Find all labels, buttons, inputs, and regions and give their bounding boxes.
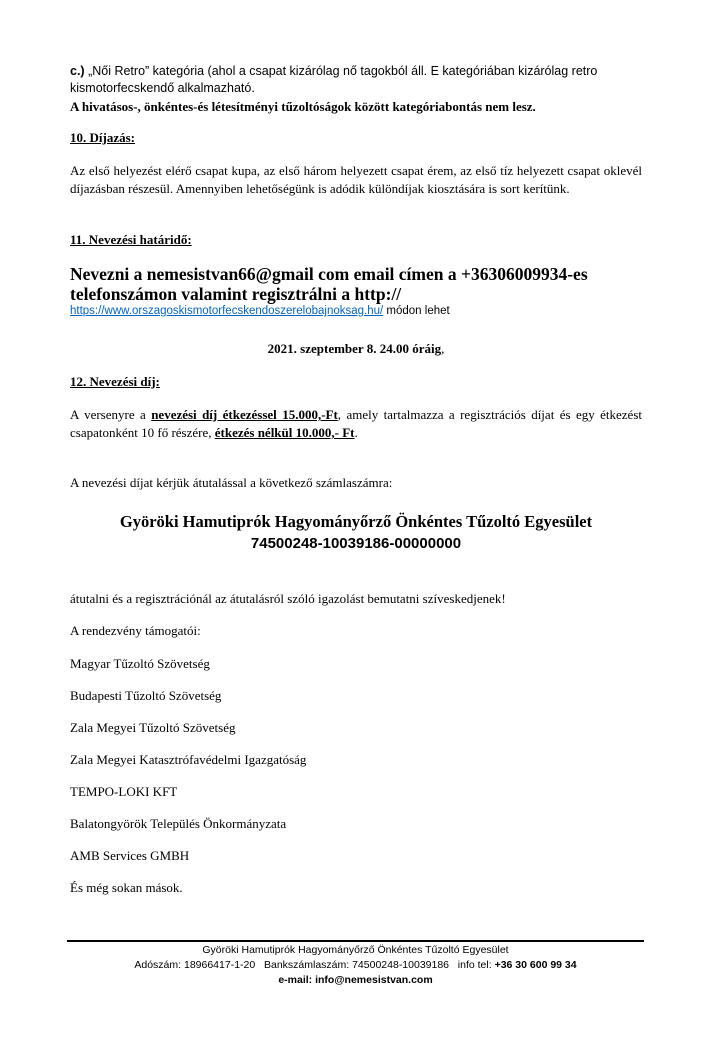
transfer-note: átutalni és a regisztrációnál az átutalásról szóló igazolást bemutatni szíveskedjenek! <box>70 591 506 606</box>
section10-heading: 10. Díjazás: <box>70 130 135 145</box>
sponsor-item: TEMPO-LOKI KFT <box>70 784 178 799</box>
footer-bank-account: Bankszámlaszám: 74500248-10039186 <box>263 959 450 971</box>
deadline-line <box>70 340 642 358</box>
registration-link[interactable]: https://www.orszagoskismotorfecskendoszerelobajnoksag.hu/ <box>70 305 384 317</box>
footer-email: e-mail: info@nemesistvan.com <box>278 974 433 986</box>
fee-text-b: , amely tartalmazza a regisztrációs díjat és egy étkezést csapatonként 10 fő részére, <box>70 407 642 440</box>
sponsors-title: A rendezvény támogatói: <box>70 623 201 638</box>
sponsor-item: AMB Services GMBH <box>70 848 190 863</box>
footer-info-label: info tel: <box>457 959 495 971</box>
footer-details <box>67 958 644 973</box>
sponsor-item: Balatongyörök Település Önkormányzata <box>70 816 287 831</box>
footer-org: Györöki Hamutiprók Hagyományőrző Önkéntes Tűzoltó Egyesület <box>202 944 509 956</box>
section12-heading: 12. Nevezési díj: <box>70 374 160 389</box>
fee-without-meal: étkezés nélkül 10.000,- Ft <box>214 425 355 440</box>
sponsor-item: És még sokan mások. <box>70 880 183 895</box>
transfer-request: A nevezési díjat kérjük átutalással a következő számlaszámra: <box>70 475 393 490</box>
registration-link-suffix: módon lehet <box>383 305 450 317</box>
sponsor-item: Zala Megyei Katasztrófavédelmi Igazgatóság <box>70 752 307 767</box>
category-c-label: c.) <box>70 64 85 78</box>
fee-text-a: A versenyre a <box>70 407 152 422</box>
section12-body <box>70 406 642 442</box>
sponsor-item: Magyar Tűzoltó Szövetség <box>70 656 210 671</box>
registration-link-line <box>70 304 642 319</box>
fee-with-meal: nevezési díj étkezéssel 15.000,-Ft <box>151 407 338 422</box>
category-c-text: „Női Retro” kategória (ahol a csapat kizárólag nő tagokból áll. E kategóriában kizárólag retro kismotorfecskendő alkalmazható. <box>70 64 598 95</box>
section10-body: Az első helyezést elérő csapat kupa, az első három helyezett csapat érem, az első tíz helyezett csapat oklevél díjazásban részesül. Amennyiben lehetőségünk is adódik különdíjak kiosztására is sort kerítünk. <box>70 163 642 196</box>
sponsor-item: Budapesti Tűzoltó Szövetség <box>70 688 222 703</box>
deadline-date: 2021. szeptember 8. 24.00 óráig <box>267 341 442 356</box>
deadline-suffix: , <box>441 341 445 356</box>
bank-account-number: 74500248-10039186-00000000 <box>250 535 462 552</box>
no-category-split-note: A hivatásos-, önkéntes-és létesítményi tűzoltóságok között kategóriabontás nem lesz. <box>70 99 536 114</box>
sponsor-item: Zala Megyei Tűzoltó Szövetség <box>70 720 236 735</box>
footer-divider <box>67 940 644 942</box>
section11-line2: telefonszámon valamint regisztrálni a http:// <box>70 284 402 304</box>
fee-text-c: . <box>354 425 358 440</box>
category-c-paragraph <box>70 63 642 97</box>
footer-tax-id: Adószám: 18966417-1-20 <box>134 959 256 971</box>
section11-line1: Nevezni a nemesistvan66@gmail com email címen a +36306009934-es <box>70 264 588 284</box>
footer-info-phone: +36 30 600 99 34 <box>494 959 577 971</box>
section11-heading: 11. Nevezési határidő: <box>70 232 192 247</box>
bank-org-name: Györöki Hamutiprók Hagyományőrző Önkéntes Tűzoltó Egyesület <box>119 512 593 531</box>
